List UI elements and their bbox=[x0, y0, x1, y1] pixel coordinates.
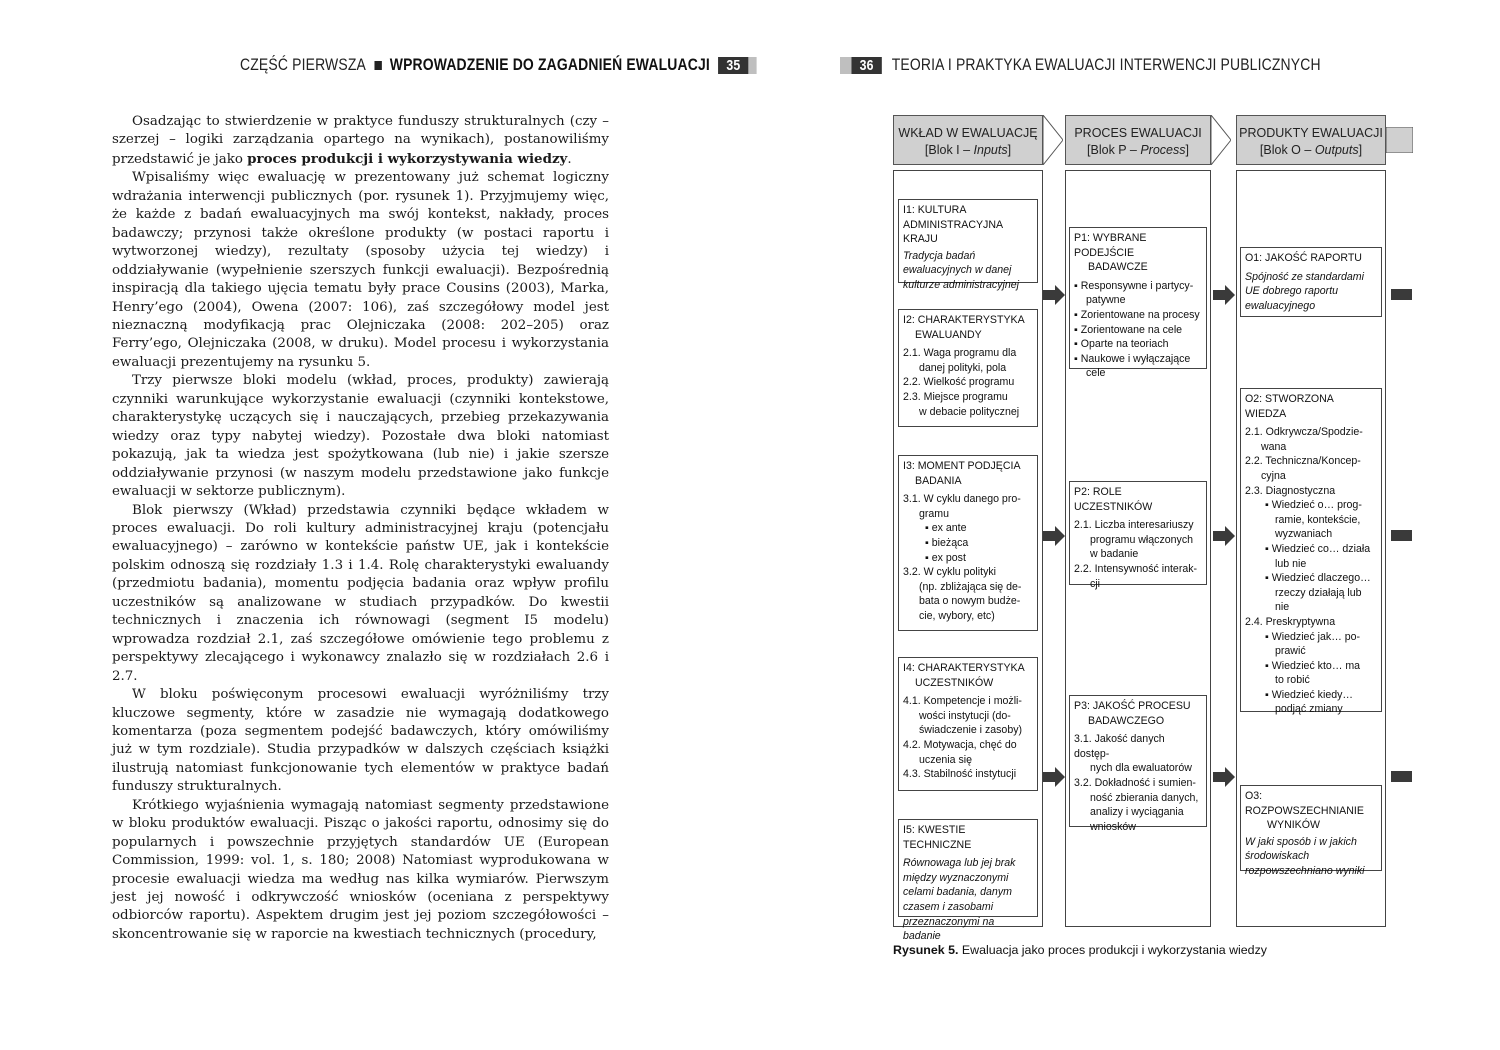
segment-title: I2: CHARAKTERYSTYKA bbox=[903, 314, 1025, 326]
segment-item: 2.1. Liczba interesariuszy bbox=[1074, 519, 1194, 532]
segment-item: wniosków bbox=[1090, 820, 1136, 833]
segment-item: w debacie politycznej bbox=[919, 405, 1020, 418]
segment-title: O3: ROZPOWSZECHNIANIE bbox=[1245, 790, 1364, 817]
segment-bullet: ▪ Responsywne i partycy- bbox=[1074, 279, 1202, 294]
segment-bullet: ▪ Wiedzieć o… prog- bbox=[1245, 498, 1377, 513]
segment-item: 2.4. Preskryptywna bbox=[1245, 615, 1336, 628]
header-arrow-partial bbox=[1386, 127, 1413, 153]
segment-title: BADAWCZE bbox=[1088, 261, 1148, 274]
segment-title: I1: KULTURA ADMINISTRACYJNA KRAJU bbox=[903, 204, 1003, 246]
segment-i3 bbox=[898, 455, 1038, 631]
segment-description: Tradycja badań ewaluacyjnych w danej kulturze administracyjnej bbox=[903, 249, 1019, 291]
segment-title: O2: STWORZONA WIEDZA bbox=[1245, 393, 1334, 420]
connector-arrow bbox=[1043, 767, 1065, 787]
column-subtitle: [Blok I – Inputs] bbox=[924, 143, 1012, 157]
segment-p2 bbox=[1069, 481, 1207, 590]
header-separator-square bbox=[374, 61, 381, 70]
page-number-left: 35 bbox=[718, 57, 748, 74]
caption-label: Rysunek 5. bbox=[893, 943, 959, 957]
segment-bullet: ▪ Zorientowane na cele bbox=[1074, 323, 1202, 338]
segment-i2 bbox=[898, 309, 1038, 427]
segment-title: P3: JAKOŚĆ PROCESU bbox=[1074, 700, 1191, 712]
segment-bullet: ▪ ex post bbox=[903, 551, 1033, 566]
connector-arrow bbox=[1213, 767, 1235, 787]
paragraph: Krótkiego wyjaśnienia wymagają natomiast segmenty przedstawione w bloku produktów ewaluacji. Pisząc o jakości raportu, odnosimy się do popularnych i powszechnie przyjętych standardów UE (European Commission, 1999: vol. 1, s. 180; 2008) Natomiast wyprodukowana w procesie ewaluacji wiedza ma według nas kilka wymiarów. Pierwszym jest jej nowość i odkrywczość wniosków (oceniana z perspektywy odbiorców raportu). Aspektem drugim jest jej poziom szczegółowości – skoncentrowanie się w raporcie na kwestiach technicznych (procedury, bbox=[112, 797, 609, 942]
segment-item: 4.2. Motywacja, chęć do bbox=[903, 738, 1017, 751]
column-header-outputs bbox=[1236, 115, 1386, 165]
segment-item: cyjna bbox=[1261, 469, 1286, 482]
segment-item: wyzwaniach bbox=[1275, 528, 1333, 541]
segment-item: 3.2. W cyklu polityki bbox=[903, 566, 997, 579]
segment-i4 bbox=[898, 657, 1038, 791]
segment-item: 3.2. Dokładność i sumien- bbox=[1074, 776, 1196, 789]
segment-o1 bbox=[1240, 247, 1382, 317]
segment-item: w badanie bbox=[1090, 548, 1139, 561]
segment-item: 2.1. Odkrywcza/Spodzie- bbox=[1245, 426, 1363, 439]
segment-bullet: ▪ Naukowe i wyłączające bbox=[1074, 352, 1202, 367]
segment-bullet: ▪ Oparte na teoriach bbox=[1074, 337, 1202, 352]
segment-bullet: ▪ Wiedzieć kto… ma bbox=[1245, 659, 1377, 674]
segment-bullet: ▪ Wiedzieć kiedy… bbox=[1245, 688, 1377, 703]
column-title: PRODUKTY EWALUACJI bbox=[1239, 126, 1383, 140]
paragraph: Blok pierwszy (Wkład) przedstawia czynniki będące wkładem w proces ewaluacji. Do roli kultury administracyjnej kraju (potencjału ewaluacyjnego) – zarówno w kontekście państw UE, jak i kontekście polskim odnoszą się rozdziały 1.3 i 1.4. Rolę charakterystyki ewaluandy (przedmiotu badania), momentu podjęcia badania oraz wpływ profilu uczestników są analizowane w studiach przypadków. Do kwestii technicznych i znaczenia ich równowagi (segment I5 modelu) wprowadza rozdział 2.1, zaś szczegółowe omówienie tego problemu z perspektywy zlecającego i wykonawcy znalazło się w rozdziałach 2.6 i 2.7. bbox=[112, 502, 609, 684]
segment-title: P2: ROLE UCZESTNIKÓW bbox=[1074, 486, 1153, 513]
segment-bullet: ▪ Wiedzieć co… działa bbox=[1245, 542, 1377, 557]
segment-item: nie bbox=[1275, 601, 1290, 614]
connector-arrow bbox=[1213, 285, 1235, 305]
segment-title: EWALUANDY bbox=[915, 328, 982, 341]
segment-o2 bbox=[1240, 388, 1382, 716]
body-text bbox=[112, 113, 609, 944]
connector-bar bbox=[1391, 771, 1412, 782]
header-part: CZĘŚĆ PIERWSZA bbox=[240, 55, 366, 74]
connector-bar bbox=[1391, 530, 1412, 541]
segment-bullet: ▪ Wiedzieć jak… po- bbox=[1245, 630, 1377, 645]
segment-item: 2.2. Intensywność interak- bbox=[1074, 562, 1198, 575]
running-header-left bbox=[240, 52, 757, 78]
segment-title: I4: CHARAKTERYSTYKA bbox=[903, 662, 1025, 674]
segment-item: rzeczy działają lub bbox=[1275, 586, 1362, 599]
segment-item: 2.1. Waga programu dla bbox=[903, 347, 1017, 360]
segment-item: danej polityki, pola bbox=[919, 361, 1007, 374]
running-header-right bbox=[840, 52, 1321, 78]
segment-i1 bbox=[898, 199, 1038, 291]
caption-text: Ewaluacja jako proces produkcji i wykorzystania wiedzy bbox=[958, 943, 1267, 957]
header-book-title: TEORIA I PRAKTYKA EWALUACJI INTERWENCJI PUBLICZNYCH bbox=[891, 55, 1321, 74]
figure-5-diagram bbox=[893, 115, 1413, 943]
segment-item: uczenia się bbox=[919, 753, 972, 766]
segment-item: 2.2. Wielkość programu bbox=[903, 376, 1015, 389]
connector-arrow bbox=[1043, 285, 1065, 305]
header-arrow bbox=[1043, 115, 1063, 165]
header-chapter-title: WPROWADZENIE DO ZAGADNIEŃ EWALUACJI bbox=[389, 55, 710, 74]
text-run: . bbox=[567, 151, 572, 167]
column-subtitle: [Blok P – Process] bbox=[1087, 143, 1189, 157]
segment-item: 2.3. Diagnostyczna bbox=[1245, 484, 1336, 497]
segment-title: BADANIA bbox=[915, 474, 962, 487]
segment-bullet: ▪ bieżąca bbox=[903, 536, 1033, 551]
segment-item: lub nie bbox=[1275, 557, 1307, 570]
segment-o3 bbox=[1240, 785, 1382, 877]
segment-item: podjąć zmiany bbox=[1275, 703, 1343, 716]
figure-caption bbox=[893, 943, 1267, 957]
segment-title: BADAWCZEGO bbox=[1088, 714, 1165, 727]
segment-item: 4.3. Stabilność instytucji bbox=[903, 768, 1017, 781]
paragraph: Wpisaliśmy więc ewaluację w prezentowany już schemat logiczny wdrażania interwencji publicznych (por. rysunek 1). Przyjmujemy więc, że każde z badań ewaluacyjnych ma swój kontekst, nakłady, proces badawczy; przynosi także określone produkty (w postaci raportu i wytworzonej wiedzy), rezultaty (sposoby użycia tej wiedzy) i oddziaływanie (wypełnienie szerszych funkcji ewaluacji). Bezpośrednią inspiracją dla takiego ujęcia tematu były prace Cousins (2003), Marka, Henry’ego (2004), Owena (2007: 106), zaś szczegółowy model jest nieznaczną modyfikacją prac Olejniczaka (2008: 202–205) oraz Ferry’ego, Olejniczaka (2008, w druku). Model procesu i wykorzystania ewaluacji prezentujemy na rysunku 5. bbox=[112, 170, 609, 370]
connector-bar bbox=[1391, 289, 1412, 300]
text-run: Osadzając to stwierdzenie w praktyce funduszy strukturalnych (czy – szerzej – logiki zarządzania opartego na wynikach), postanowiliśmy przedstawić je jako bbox=[112, 114, 609, 167]
segment-item: patywne bbox=[1086, 294, 1126, 307]
segment-item: (np. zbliżająca się de- bbox=[919, 580, 1022, 593]
segment-i5 bbox=[898, 819, 1038, 943]
segment-item: prawić bbox=[1275, 645, 1306, 658]
segment-p3 bbox=[1069, 695, 1207, 833]
segment-item: 3.1. Jakość danych dostęp- bbox=[1074, 733, 1165, 760]
segment-item: cji bbox=[1090, 577, 1101, 590]
segment-description: Równowaga lub jej brak między wyznaczonymi celami badania, danym czasem i zasobami przeznaczonymi na badanie bbox=[903, 857, 1016, 943]
segment-bullet: ▪ ex ante bbox=[903, 521, 1033, 536]
header-arrow bbox=[1211, 115, 1231, 165]
segment-item: programu włączonych bbox=[1090, 533, 1194, 546]
segment-item: 4.1. Kompetencje i możli- bbox=[903, 695, 1022, 708]
segment-item: bata o nowym budże- bbox=[919, 595, 1021, 608]
segment-item: świadczenie i zasoby) bbox=[919, 724, 1023, 737]
paragraph: Trzy pierwsze bloki modelu (wkład, proces, produkty) zawierają czynniki warunkujące wykorzystanie ewaluacji (czynniki kontekstowe, charakterystykę uczących się i nauczających, przebieg przekazywania wiedzy oraz typy nabytej wiedzy). Pozostałe dwa bloki natomiast pokazują, jak ta wiedza jest spożytkowana (lub nie) i jakie szersze oddziaływanie przynosi (w naszym modelu przedstawione jako funkcje ewaluacji w sektorze publicznym). bbox=[112, 373, 609, 500]
segment-item: analizy i wyciągania bbox=[1090, 806, 1184, 819]
segment-item: to robić bbox=[1275, 674, 1310, 687]
segment-title: WYNIKÓW bbox=[1267, 819, 1320, 832]
segment-item: cele bbox=[1086, 367, 1106, 380]
segment-p1 bbox=[1069, 227, 1207, 380]
segment-item: ność zbierania danych, bbox=[1090, 791, 1199, 804]
column-title: WKŁAD W EWALUACJĘ bbox=[898, 126, 1038, 140]
segment-item: cie, wybory, etc) bbox=[919, 609, 995, 622]
connector-arrow bbox=[1043, 526, 1065, 546]
column-subtitle: [Blok O – Outputs] bbox=[1259, 143, 1363, 157]
segment-description: Spójność ze standardami UE dobrego raportu ewaluacyjnego bbox=[1245, 270, 1364, 312]
segment-item: 2.2. Techniczna/Koncep- bbox=[1245, 455, 1361, 468]
segment-title: P1: WYBRANE PODEJŚCIE bbox=[1074, 232, 1147, 259]
column-title: PROCES EWALUACJI bbox=[1074, 126, 1202, 140]
header-gray-bar bbox=[840, 57, 851, 74]
column-header-process bbox=[1065, 115, 1211, 165]
paragraph: W bloku poświęconym procesowi ewaluacji wyróżniliśmy trzy kluczowe segmenty, które w zasadzie nie wymagają dodatkowego komentarza (poza segmentem podejść badawczych, który omówiliśmy już w tym rozdziale). Studia przypadków w dalszych częściach książki ilustrują natomiast funkcjonowanie tych elementów w praktyce badań funduszy strukturalnych. bbox=[112, 687, 609, 795]
segment-item: gramu bbox=[919, 507, 950, 520]
segment-title: O1: JAKOŚĆ RAPORTU bbox=[1245, 252, 1362, 264]
segment-item: 3.1. W cyklu danego pro- bbox=[903, 493, 1021, 506]
bold-phrase: proces produkcji i wykorzystywania wiedzy bbox=[247, 150, 568, 167]
connector-arrow bbox=[1213, 526, 1235, 546]
segment-title: UCZESTNIKÓW bbox=[915, 676, 994, 689]
segment-bullet: ▪ Wiedzieć dlaczego… bbox=[1245, 571, 1377, 586]
segment-item: nych dla ewaluatorów bbox=[1090, 762, 1192, 775]
segment-item: wości instytucji (do- bbox=[919, 709, 1011, 722]
segment-title: I5: KWESTIE TECHNICZNE bbox=[903, 824, 972, 851]
column-header-inputs bbox=[893, 115, 1043, 165]
segment-title: I3: MOMENT PODJĘCIA bbox=[903, 460, 1021, 472]
segment-item: ramie, kontekście, bbox=[1275, 513, 1361, 526]
header-gray-bar bbox=[749, 57, 757, 74]
page-number-right: 36 bbox=[851, 57, 881, 74]
segment-bullet: ▪ Zorientowane na procesy bbox=[1074, 308, 1202, 323]
segment-item: 2.3. Miejsce programu bbox=[903, 390, 1008, 403]
segment-item: wana bbox=[1261, 440, 1287, 453]
segment-description: W jaki sposób i w jakich środowiskach rozpowszechniano wyniki bbox=[1245, 835, 1365, 877]
paragraph bbox=[112, 113, 609, 169]
